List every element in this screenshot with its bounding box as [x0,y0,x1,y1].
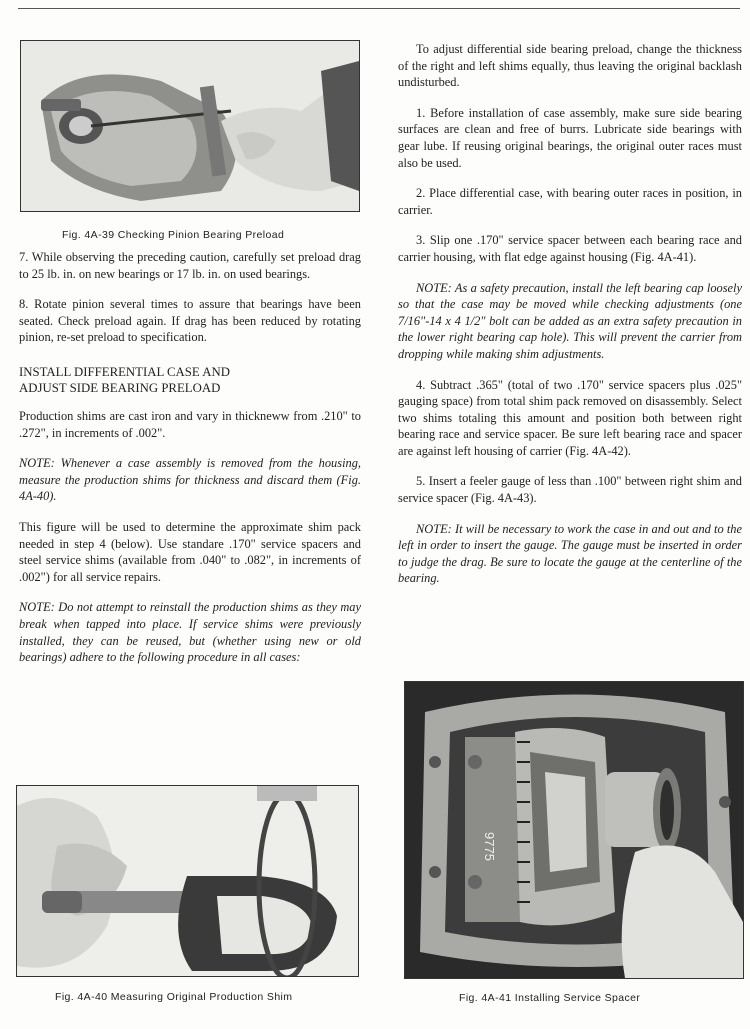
micrometer-shim-photo-icon [17,786,358,976]
step-5-text: 5. Insert a feeler gauge of less than .100" between right shim and service spacer (Fig. 4A-43). [398,474,742,506]
service-spacer-photo-icon [405,682,743,978]
note-gauge: NOTE: It will be necessary to work the case in and out and to the left in order to insert the gauge. The gauge must be inserted in order to judge the drag. Be sure to locate the gauge at the centerline of the bearing. [398,521,742,586]
figure-4a-40-caption: Fig. 4A-40 Measuring Original Production Shim [55,991,293,1003]
step-2-text: 2. Place differential case, with bearing outer races in position, in carrier. [398,186,742,217]
pinion-preload-photo-icon [21,41,359,211]
right-column [398,41,742,601]
figure-4a-41-caption: Fig. 4A-41 Installing Service Spacer [459,992,641,1004]
step-3-text: 3. Slip one .170" service spacer between each bearing race and carrier housing, with flat edge against housing (Fig. 4A-41). [398,233,742,264]
intro-text: To adjust differential side bearing preload, change the thickness of the right and left shims equally, thus leaving the original backlash undisturbed. [398,42,742,90]
section-heading [19,364,361,396]
figure-4a-39-photo [20,40,360,212]
production-shims-text: Production shims are cast iron and vary in thickneww from .210" to .272", in increments of .002". [19,408,361,440]
step-4-text: 4. Subtract .365" (total of two .170" service spacers plus .025" gauging space) from total shim pack removed on disassembly. Select two shims totaling this amount and position both between right bearing race and service spacer. Be sure left bearing race and spacer are against left housing of carrier (Fig. 4A-42). [398,377,742,458]
note-measure-shims: NOTE: Whenever a case assembly is removed from the housing, measure the production shims for thickness and discard them (Fig. 4A-40). [19,456,361,504]
section-heading-line-1: INSTALL DIFFERENTIAL CASE AND [19,364,230,379]
note-safety: NOTE: As a safety precaution, install the left bearing cap loosely so that the case may be moved while checking adjustments (one 7/16"-14 x 4 1/2" bolt can be added as an extra safety precaution in the lower right bearing cap hole). This will prevent the carrier from dropping while making shim adjustments. [398,280,742,361]
top-rule [18,8,740,9]
left-column [19,249,361,680]
step-8-text: 8. Rotate pinion several times to assure that bearings have been seated. Check preload again. If drag has been reduced by rotating pinion, re-set preload to specification. [19,297,361,345]
step-7-text: 7. While observing the preceding caution, carefully set preload drag to 25 lb. in. on new bearings or 17 lb. in. on used bearings. [19,250,361,281]
figure-4a-39-caption: Fig. 4A-39 Checking Pinion Bearing Preload [62,229,285,241]
figure-4a-40-photo [16,785,359,977]
section-heading-line-2: ADJUST SIDE BEARING PRELOAD [19,380,221,395]
figure-usage-text: This figure will be used to determine the approximate shim pack needed in step 4 (below). Use standare .170" service spacers and steel service shims (available from .040" to .082", in increments of .002") for all service repairs. [19,519,361,584]
step-1-text: 1. Before installation of case assembly, make sure side bearing surfaces are clean and free of burrs. Lubricate side bearings with gear lube. If reusing original bearings, the original outer races must also be used. [398,105,742,170]
casting-number-label: 9775 [482,832,497,861]
note-production-shims: NOTE: Do not attempt to reinstall the production shims as they may break when tapped into place. If service shims were previously installed, they can be reused, but (whether using new or old bearings) adhere to the following procedure in all cases: [19,600,361,665]
figure-4a-41-photo [404,681,744,979]
